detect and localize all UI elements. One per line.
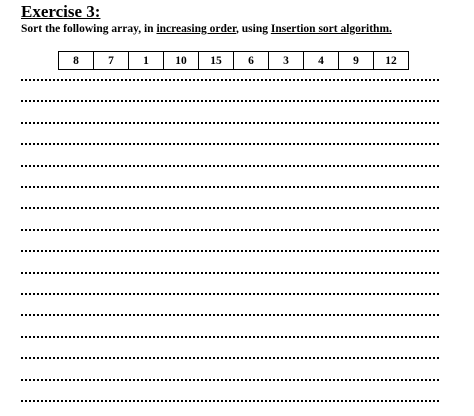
- array-cell: 15: [199, 52, 234, 70]
- array-cell: 3: [269, 52, 304, 70]
- answer-line: [21, 314, 439, 316]
- array-cell: 6: [234, 52, 269, 70]
- array-cell: 9: [339, 52, 374, 70]
- answer-line: [21, 122, 439, 124]
- answer-line: [21, 165, 439, 167]
- instruction-emphasis-algorithm: Insertion sort algorithm.: [270, 23, 392, 35]
- instruction-emphasis-increasing-order: increasing order: [156, 23, 236, 35]
- array-cell: 12: [374, 52, 409, 70]
- answer-line: [21, 379, 439, 381]
- answer-line: [21, 400, 439, 402]
- array-cell: 7: [94, 52, 129, 70]
- answer-line: [21, 143, 439, 145]
- answer-line: [21, 186, 439, 188]
- answer-line: [21, 336, 439, 338]
- answer-line: [21, 207, 439, 209]
- array-cell: 1: [129, 52, 164, 70]
- answer-line: [21, 229, 439, 231]
- answer-line: [21, 357, 439, 359]
- answer-line: [21, 79, 439, 81]
- instruction-text-2: , using: [236, 23, 271, 35]
- answer-line: [21, 250, 439, 252]
- instruction-text-1: Sort the following array, in: [21, 23, 157, 35]
- answer-line: [21, 100, 439, 102]
- exercise-title: Exercise 3:: [21, 2, 101, 21]
- array-cell: 10: [164, 52, 199, 70]
- answer-lines-area: [21, 0, 439, 416]
- array-cell: 4: [304, 52, 339, 70]
- answer-line: [21, 293, 439, 295]
- array-cell: 8: [59, 52, 94, 70]
- answer-line: [21, 272, 439, 274]
